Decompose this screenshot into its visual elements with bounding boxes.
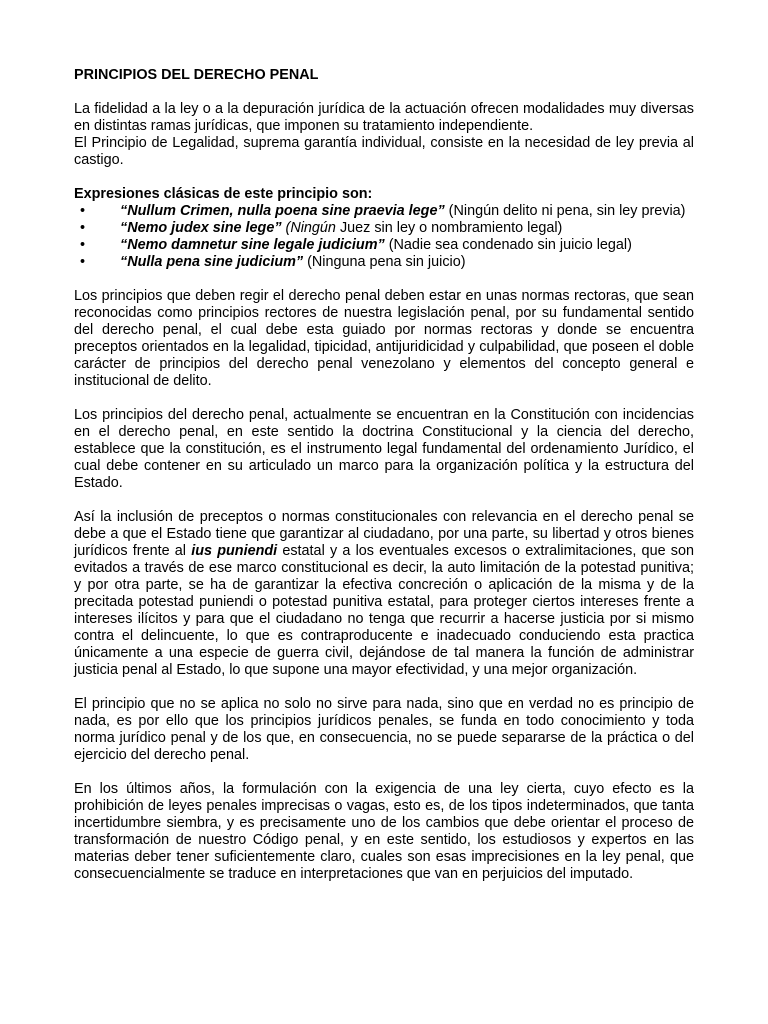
bullet-icon: • — [80, 220, 86, 236]
paragraph-5-end: estatal y a los eventuales excesos o extralimitaciones, que son evitados a través de ese marco constitucional es decir, la auto limitación de la potestad punitiva; y por otra parte, se ha de garantizar la efectiva concreción o aplicación de la misma y de la precitada potestad puniendi o potestad punitiva estatal, para proteger ciertos intereses frente a intereses ilícitos y para que el ciudadano no tenga que recurrir a hacerse justicia por si mismo contra el delincuente, lo que es contraproducente e inadecuado conduciendo esta practica únicamente a una especie de guerra civil, dejándose de tal manera la función de administrar justicia penal al Estado, lo que supone una mayor efectividad, y una mejor organización. — [74, 543, 694, 678]
list-item — [74, 254, 694, 271]
translation: Juez sin ley o nombramiento legal) — [335, 220, 563, 236]
paragraph-4: Los principios del derecho penal, actualmente se encuentran en la Constitución con incidencias en el derecho penal, en este sentido la doctrina Constitucional y la ciencia del derecho, establece que la constitución, es el instrumento legal fundamental del ordenamiento Jurídico, el cual debe contener en su articulado un marco para la organización política y la estructura del Estado. — [74, 407, 694, 491]
list-item — [74, 220, 694, 237]
translation-italic: (Ningún — [281, 220, 336, 236]
latin-principles-list — [74, 203, 694, 271]
bullet-icon: • — [80, 237, 86, 253]
bullet-icon: • — [80, 254, 86, 270]
latin-phrase: “Nulla pena sine judicium” — [120, 254, 304, 270]
document-body — [74, 67, 694, 883]
latin-phrase: “Nullum Crimen, nulla poena sine praevia lege” — [120, 203, 445, 219]
latin-phrase: “Nemo damnetur sine legale judicium” — [120, 237, 385, 253]
page-title: PRINCIPIOS DEL DERECHO PENAL — [74, 67, 319, 83]
paragraph-1: La fidelidad a la ley o a la depuración jurídica de la actuación ofrecen modalidades muy diversas en distintas ramas jurídicas, que imponen su tratamiento independiente. — [74, 101, 694, 134]
paragraph-6: El principio que no se aplica no solo no sirve para nada, sino que en verdad no es principio de nada, es por ello que los principios jurídicos penales, se funda en todo conocimiento y toda norma jurídico penal y de los que, en consecuencia, no se puede separarse de la práctica o del ejercicio del derecho penal. — [74, 696, 694, 763]
paragraph-3: Los principios que deben regir el derecho penal deben estar en unas normas rectoras, que sean reconocidas como principios rectores de nuestra legislación penal, por su fundamental sentido del derecho penal, el cual debe esta guiado por normas rectoras y donde se encuentra preceptos orientados en la legalidad, tipicidad, antijuridicidad y culpabilidad, que poseen el doble carácter de principios del derecho penal venezolano y elementos del concepto general e institucional de delito. — [74, 288, 694, 389]
translation: (Ninguna pena sin juicio) — [303, 254, 466, 270]
paragraph-2: El Principio de Legalidad, suprema garantía individual, consiste en la necesidad de ley previa al castigo. — [74, 135, 694, 168]
latin-phrase: “Nemo judex sine lege” — [120, 220, 282, 236]
list-item — [74, 237, 694, 254]
list-item — [74, 203, 694, 220]
bullet-icon: • — [80, 203, 86, 219]
translation: (Ningún delito ni pena, sin ley previa) — [444, 203, 686, 219]
list-heading: Expresiones clásicas de este principio son: — [74, 186, 373, 202]
ius-puniendi-term: ius puniendi — [191, 543, 278, 559]
paragraph-7: En los últimos años, la formulación con la exigencia de una ley cierta, cuyo efecto es la prohibición de leyes penales imprecisas o vagas, esto es, de los tipos indeterminados, que tanta incertidumbre siembra, y es precisamente uno de los cambios que debe orientar el proceso de transformación de nuestro Código penal, y en este sentido, los estudiosos y expertos en las materias deber tener suficientemente claro, cuales son esas imprecisiones en la ley penal, que consecuencialmente se traduce en interpretaciones que van en perjuicios del imputado. — [74, 781, 694, 882]
paragraph-5 — [74, 509, 694, 679]
paragraph-5-start: Así la inclusión de preceptos o normas constitucionales con relevancia en el derecho penal se debe a que el Estado tiene que garantizar al ciudadano, por una parte, su libertad y otros bienes jurídicos frente al — [74, 509, 694, 559]
translation: (Nadie sea condenado sin juicio legal) — [384, 237, 632, 253]
